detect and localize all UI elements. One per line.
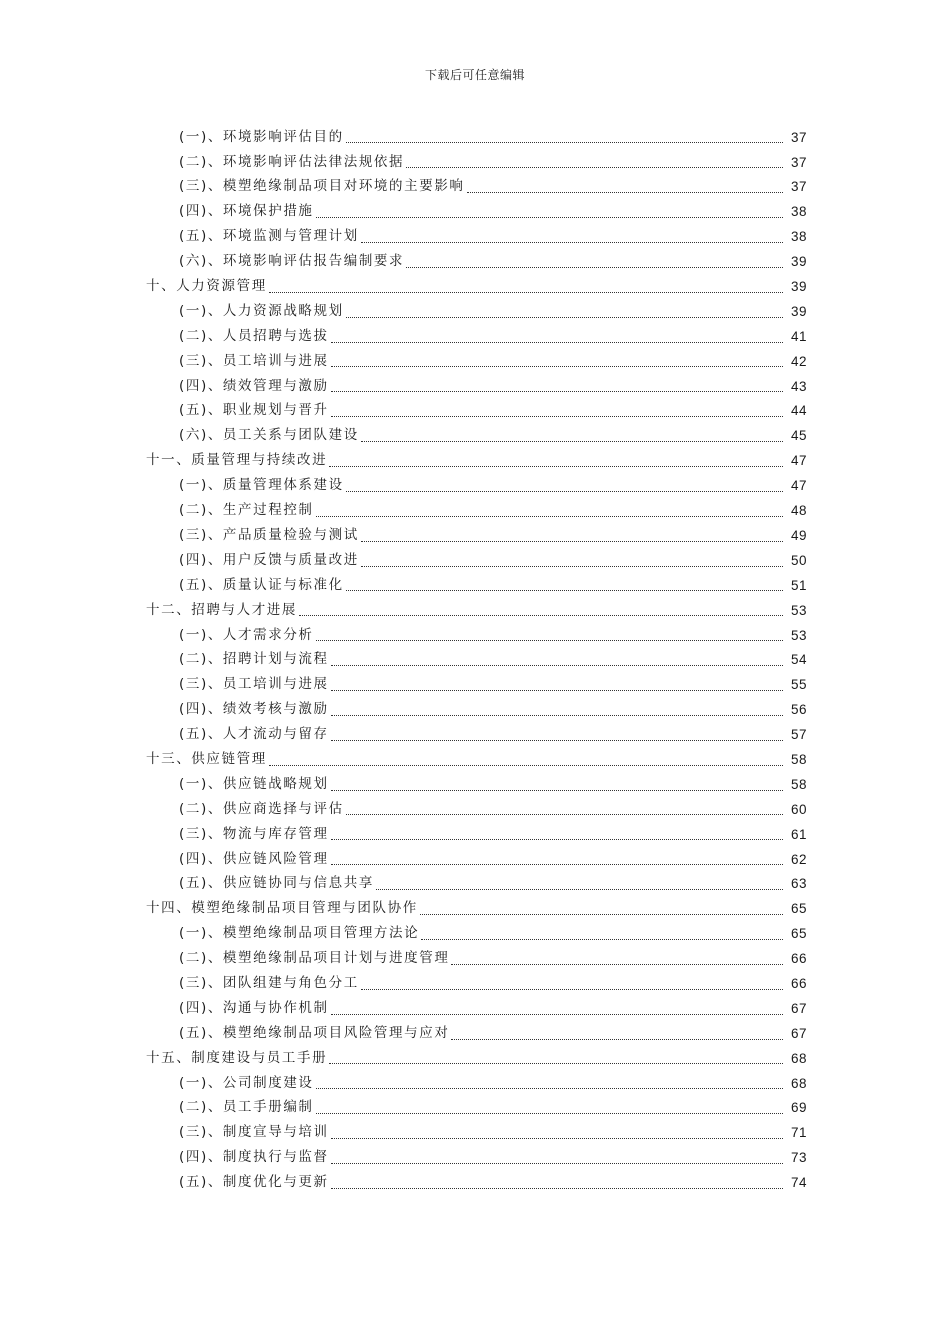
toc-dot-leader [331,365,783,367]
toc-section-entry[interactable] [0,1071,950,1096]
toc-section-entry[interactable] [0,1170,950,1195]
toc-dot-leader [346,589,783,591]
toc-entry-label: (四)、制度执行与监督 [179,1149,329,1166]
toc-page-number: 37 [790,179,807,195]
toc-dot-leader [331,714,783,716]
toc-section-entry[interactable] [0,473,950,498]
toc-dot-leader [331,689,783,691]
toc-dot-leader [269,764,783,766]
toc-entry-label: 十四、模塑绝缘制品项目管理与团队协作 [146,900,418,917]
toc-page-number: 54 [790,652,807,668]
page-header: 下载后可任意编辑 [424,68,525,82]
toc-dot-leader [331,390,783,392]
toc-dot-leader [376,888,783,890]
toc-section-entry[interactable] [0,697,950,722]
toc-page-number: 37 [790,154,807,170]
toc-dot-leader [269,291,783,293]
toc-section-entry[interactable] [0,922,950,947]
toc-entry-label: (三)、产品质量检验与测试 [179,526,359,543]
toc-entry-label: (五)、职业规划与晋升 [179,402,329,419]
toc-entry-label: (二)、生产过程控制 [179,502,314,519]
toc-section-entry[interactable] [0,374,950,399]
toc-entry-label: (二)、供应商选择与评估 [179,800,344,817]
toc-page-number: 62 [790,851,807,867]
toc-page-number: 65 [790,926,807,942]
toc-chapter-entry[interactable] [0,449,950,474]
toc-chapter-entry[interactable] [0,897,950,922]
toc-entry-label: (四)、沟通与协作机制 [179,999,329,1016]
toc-section-entry[interactable] [0,996,950,1021]
toc-section-entry[interactable] [0,175,950,200]
toc-entry-label: (三)、物流与库存管理 [179,825,329,842]
toc-section-entry[interactable] [0,623,950,648]
toc-dot-leader [361,440,783,442]
toc-section-entry[interactable] [0,797,950,822]
toc-chapter-entry[interactable] [0,747,950,772]
toc-section-entry[interactable] [0,498,950,523]
toc-entry-label: 十一、质量管理与持续改进 [146,452,328,469]
toc-page-number: 71 [790,1125,807,1141]
toc-dot-leader [421,938,783,940]
toc-dot-leader [361,241,783,243]
toc-page-number: 68 [790,1050,807,1066]
toc-dot-leader [331,838,783,840]
toc-page-number: 56 [790,702,807,718]
toc-entry-label: (二)、招聘计划与流程 [179,651,329,668]
toc-section-entry[interactable] [0,399,950,424]
toc-entry-label: (三)、模塑绝缘制品项目对环境的主要影响 [179,178,465,195]
toc-dot-leader [331,789,783,791]
toc-dot-leader [331,664,783,666]
toc-section-entry[interactable] [0,673,950,698]
toc-section-entry[interactable] [0,1146,950,1171]
toc-section-entry[interactable] [0,225,950,250]
toc-page-number: 61 [790,826,807,842]
toc-entry-label: 十五、制度建设与员工手册 [146,1049,328,1066]
toc-dot-leader [346,141,783,143]
toc-section-entry[interactable] [0,523,950,548]
toc-page-number: 58 [790,751,807,767]
toc-page-number: 50 [790,552,807,568]
toc-entry-label: (二)、员工手册编制 [179,1099,314,1116]
toc-page-number: 65 [790,901,807,917]
toc-page-number: 38 [790,204,807,220]
toc-page-number: 37 [790,129,807,145]
toc-dot-leader [361,565,783,567]
toc-entry-label: (一)、人力资源战略规划 [179,302,344,319]
toc-chapter-entry[interactable] [0,1046,950,1071]
toc-page-number: 45 [790,428,807,444]
toc-dot-leader [451,1038,783,1040]
toc-page-number: 69 [790,1100,807,1116]
toc-entry-label: (一)、环境影响评估目的 [179,128,344,145]
toc-entry-label: (一)、供应链战略规划 [179,775,329,792]
toc-section-entry[interactable] [0,1021,950,1046]
toc-page-number: 47 [790,453,807,469]
toc-section-entry[interactable] [0,125,950,150]
toc-entry-label: (四)、绩效考核与激励 [179,701,329,718]
toc-dot-leader [361,988,783,990]
toc-page-number: 67 [790,1025,807,1041]
toc-entry-label: (二)、环境影响评估法律法规依据 [179,153,405,170]
toc-entry-label: (三)、员工培训与进展 [179,352,329,369]
toc-entry-label: (二)、人员招聘与选拔 [179,327,329,344]
toc-entry-label: (四)、环境保护措施 [179,203,314,220]
toc-page-number: 55 [790,677,807,693]
toc-page-number: 53 [790,627,807,643]
toc-page-number: 39 [790,303,807,319]
toc-entry-label: (五)、人才流动与留存 [179,726,329,743]
toc-dot-leader [406,266,783,268]
toc-entry-label: (一)、模塑绝缘制品项目管理方法论 [179,925,420,942]
toc-dot-leader [331,1013,783,1015]
toc-page-number: 60 [790,801,807,817]
toc-dot-leader [420,913,783,915]
toc-dot-leader [467,191,783,193]
toc-page-number: 57 [790,727,807,743]
toc-page-number: 63 [790,876,807,892]
toc-dot-leader [346,490,783,492]
toc-dot-leader [316,1087,783,1089]
toc-entry-label: (五)、模塑绝缘制品项目风险管理与应对 [179,1024,450,1041]
toc-section-entry[interactable] [0,872,950,897]
toc-section-entry[interactable] [0,424,950,449]
toc-dot-leader [346,316,783,318]
toc-chapter-entry[interactable] [0,274,950,299]
toc-dot-leader [331,863,783,865]
toc-dot-leader [316,1112,783,1114]
toc-page-number: 49 [790,527,807,543]
toc-dot-leader [299,614,783,616]
toc-entry-label: (一)、公司制度建设 [179,1074,314,1091]
toc-dot-leader [329,465,783,467]
toc-page-number: 48 [790,503,807,519]
toc-page-number: 67 [790,1000,807,1016]
toc-page-number: 66 [790,975,807,991]
toc-dot-leader [331,1187,783,1189]
toc-section-entry[interactable] [0,648,950,673]
toc-dot-leader [331,739,783,741]
toc-page-number: 41 [790,328,807,344]
toc-dot-leader [361,540,783,542]
toc-entry-label: (一)、人才需求分析 [179,626,314,643]
toc-page-number: 38 [790,229,807,245]
toc-entry-label: 十二、招聘与人才进展 [146,601,297,618]
toc-section-entry[interactable] [0,946,950,971]
toc-dot-leader [331,415,783,417]
toc-page-number: 43 [790,378,807,394]
table-of-contents [0,125,950,1195]
toc-entry-label: (六)、环境影响评估报告编制要求 [179,253,405,270]
toc-entry-label: (五)、环境监测与管理计划 [179,228,359,245]
toc-dot-leader [406,166,783,168]
toc-section-entry[interactable] [0,324,950,349]
toc-entry-label: 十、人力资源管理 [146,278,267,295]
toc-page-number: 39 [790,279,807,295]
toc-chapter-entry[interactable] [0,598,950,623]
toc-page-number: 39 [790,254,807,270]
toc-page-number: 68 [790,1075,807,1091]
toc-dot-leader [331,1137,783,1139]
toc-section-entry[interactable] [0,249,950,274]
toc-entry-label: (四)、用户反馈与质量改进 [179,551,359,568]
toc-dot-leader [329,1062,783,1064]
toc-section-entry[interactable] [0,150,950,175]
toc-entry-label: (五)、制度优化与更新 [179,1174,329,1191]
toc-section-entry[interactable] [0,548,950,573]
toc-section-entry[interactable] [0,1121,950,1146]
toc-entry-label: (五)、供应链协同与信息共享 [179,875,374,892]
toc-entry-label: (四)、绩效管理与激励 [179,377,329,394]
toc-entry-label: (五)、质量认证与标准化 [179,576,344,593]
toc-entry-label: (四)、供应链风险管理 [179,850,329,867]
toc-entry-label: (二)、模塑绝缘制品项目计划与进度管理 [179,950,450,967]
toc-entry-label: (三)、员工培训与进展 [179,676,329,693]
toc-entry-label: (一)、质量管理体系建设 [179,477,344,494]
toc-dot-leader [316,639,783,641]
toc-dot-leader [316,515,783,517]
toc-entry-label: (三)、制度宣导与培训 [179,1124,329,1141]
toc-page-number: 47 [790,478,807,494]
toc-section-entry[interactable] [0,299,950,324]
toc-section-entry[interactable] [0,822,950,847]
toc-dot-leader [331,341,783,343]
toc-page-number: 73 [790,1150,807,1166]
toc-dot-leader [316,216,783,218]
toc-section-entry[interactable] [0,722,950,747]
toc-section-entry[interactable] [0,772,950,797]
toc-section-entry[interactable] [0,200,950,225]
toc-section-entry[interactable] [0,573,950,598]
toc-page-number: 53 [790,602,807,618]
toc-entry-label: 十三、供应链管理 [146,750,267,767]
toc-page-number: 66 [790,951,807,967]
toc-page-number: 74 [790,1175,807,1191]
toc-entry-label: (三)、团队组建与角色分工 [179,974,359,991]
toc-section-entry[interactable] [0,971,950,996]
toc-entry-label: (六)、员工关系与团队建设 [179,427,359,444]
toc-page-number: 58 [790,776,807,792]
toc-dot-leader [346,813,783,815]
toc-page-number: 42 [790,353,807,369]
toc-dot-leader [451,963,783,965]
toc-dot-leader [331,1162,783,1164]
toc-page-number: 51 [790,577,807,593]
toc-section-entry[interactable] [0,1096,950,1121]
toc-section-entry[interactable] [0,847,950,872]
toc-section-entry[interactable] [0,349,950,374]
toc-page-number: 44 [790,403,807,419]
